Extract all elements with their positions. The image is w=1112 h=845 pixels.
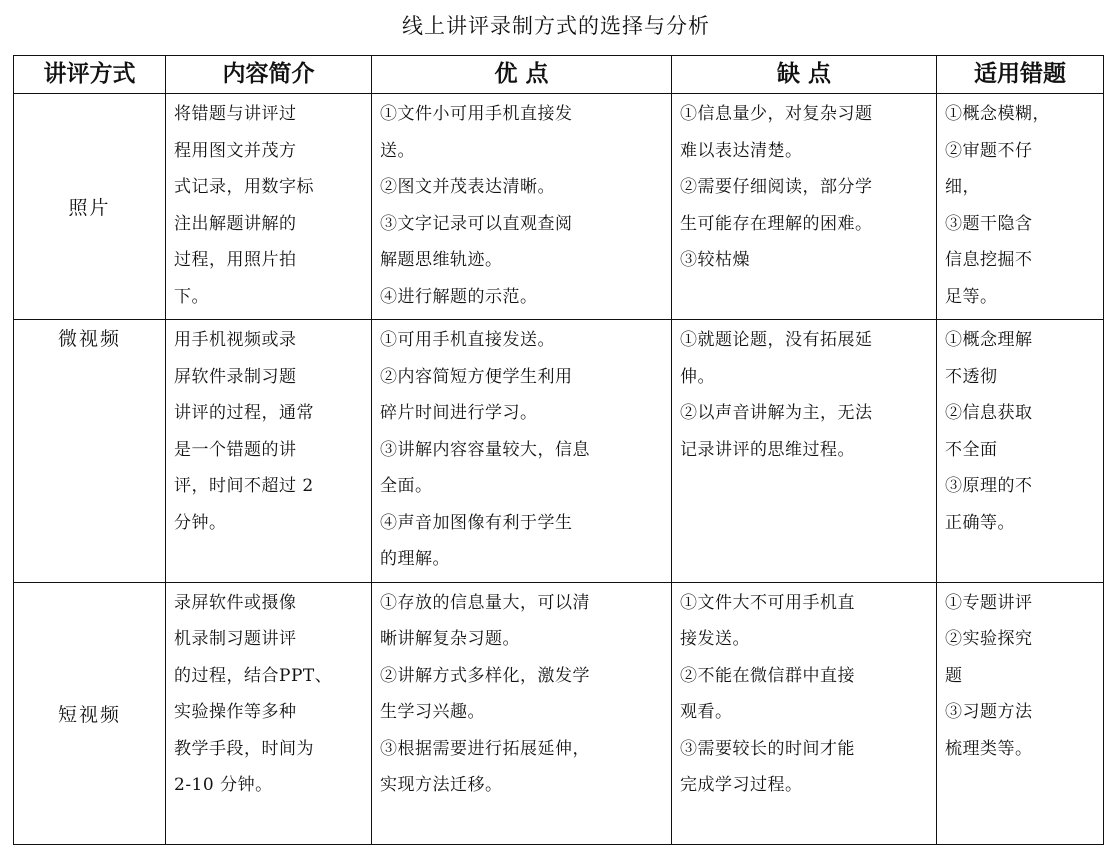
cell-line: 全面。 xyxy=(380,476,433,496)
cell-line: 注出解题讲解的 xyxy=(174,213,297,234)
cell-line: 观看。 xyxy=(680,702,733,722)
cell-line: ①概念理解 xyxy=(945,330,1033,350)
cell-line: 讲评的过程，通常 xyxy=(174,403,314,423)
cell-line: 正确等。 xyxy=(945,512,1015,533)
cell-line: ②审题不仔 xyxy=(945,140,1033,161)
header-row xyxy=(14,56,1104,94)
cell-line: 细， xyxy=(945,177,980,197)
cell-line: ③题干隐含 xyxy=(945,213,1033,234)
cell-line: ④进行解题的示范。 xyxy=(380,286,538,307)
header-applicable: 适用错题 xyxy=(937,56,1104,94)
cell-line: 程用图文并茂方 xyxy=(174,140,297,161)
header-method: 讲评方式 xyxy=(14,56,166,94)
cell-line-blank xyxy=(174,804,365,841)
cell-line: 难以表达清楚。 xyxy=(680,140,803,161)
table-row xyxy=(14,94,1104,320)
cell-line: ②实验探究 xyxy=(945,629,1033,649)
cell-line: ②信息获取 xyxy=(945,403,1033,423)
pros-cell xyxy=(372,94,672,320)
applicable-cell xyxy=(937,582,1104,845)
cell-line: 实验操作等多种 xyxy=(174,702,297,722)
cell-line: ④声音加图像有利于学生 xyxy=(380,512,573,533)
method-cell: 照片 xyxy=(14,94,166,320)
header-intro: 内容简介 xyxy=(166,56,372,94)
cell-line: 晰讲解复杂习题。 xyxy=(380,629,520,649)
cell-line: ③原理的不 xyxy=(945,476,1033,496)
comparison-table xyxy=(13,55,1104,845)
cell-line: 信息挖掘不 xyxy=(945,250,1033,270)
cell-line: 录屏软件或摄像 xyxy=(174,592,297,613)
cell-line: ②内容简短方便学生利用 xyxy=(380,366,573,387)
page-title: 线上讲评录制方式的选择与分析 xyxy=(402,14,710,38)
cell-line: 不全面 xyxy=(945,439,998,460)
cell-line: ②以声音讲解为主，无法 xyxy=(680,403,873,423)
cell-line: 接发送。 xyxy=(680,629,750,649)
cell-line: 的理解。 xyxy=(380,549,450,569)
cell-line: ②讲解方式多样化，激发学 xyxy=(380,665,590,686)
cell-line: 下。 xyxy=(174,286,209,307)
cell-line: 是一个错题的讲 xyxy=(174,439,297,460)
table-row xyxy=(14,582,1104,845)
cell-line: ③文字记录可以直观查阅 xyxy=(380,213,573,234)
header-pros: 优 点 xyxy=(372,56,672,94)
cell-line: ①信息量少，对复杂习题 xyxy=(680,104,873,124)
cell-line: 实现方法迁移。 xyxy=(380,775,503,795)
cell-line: 完成学习过程。 xyxy=(680,775,803,795)
cell-line: ②图文并茂表达清晰。 xyxy=(380,177,555,197)
cell-line: ③讲解内容容量较大，信息 xyxy=(380,439,590,460)
method-cell: 微视频 xyxy=(14,320,166,583)
cell-line: 将错题与讲评过 xyxy=(174,104,297,124)
cell-line: ①文件大不可用手机直 xyxy=(680,592,855,613)
applicable-cell xyxy=(937,320,1104,583)
cell-line: 碎片时间进行学习。 xyxy=(380,403,538,423)
intro-cell xyxy=(166,94,372,320)
cell-line: 教学手段，时间为 xyxy=(174,738,314,759)
cell-line: 解题思维轨迹。 xyxy=(380,250,503,270)
cell-line: 式记录，用数字标 xyxy=(174,177,314,197)
header-cons: 缺 点 xyxy=(672,56,937,94)
cell-line: ③较枯燥 xyxy=(680,250,750,270)
cell-line: ①专题讲评 xyxy=(945,592,1033,613)
intro-cell xyxy=(166,320,372,583)
cell-line: ①存放的信息量大，可以清 xyxy=(380,592,590,613)
cell-line: 2-10 分钟。 xyxy=(174,775,273,795)
table-row xyxy=(14,320,1104,583)
cell-line: ①可用手机直接发送。 xyxy=(380,330,555,350)
cell-line: 题 xyxy=(945,665,963,686)
cell-line: ①就题论题，没有拓展延 xyxy=(680,330,873,350)
cell-line: ②不能在微信群中直接 xyxy=(680,665,855,686)
method-cell: 短视频 xyxy=(14,582,166,845)
pros-cell xyxy=(372,320,672,583)
cell-line: ①概念模糊， xyxy=(945,104,1050,124)
cell-line: 生可能存在理解的困难。 xyxy=(680,213,873,234)
cell-line: ③习题方法 xyxy=(945,702,1033,722)
pros-cell xyxy=(372,582,672,845)
intro-cell xyxy=(166,582,372,845)
cell-line: 伸。 xyxy=(680,366,715,387)
cell-line: 机录制习题讲评 xyxy=(174,629,297,649)
cell-line: 记录讲评的思维过程。 xyxy=(680,439,855,460)
cell-line: 不透彻 xyxy=(945,366,998,387)
cell-line: 的过程，结合PPT、 xyxy=(174,665,333,686)
cons-cell xyxy=(672,320,937,583)
cell-line: 过程，用照片拍 xyxy=(174,250,297,270)
cell-line: 评，时间不超过 2 xyxy=(174,476,314,496)
applicable-cell xyxy=(937,94,1104,320)
cell-line: ②需要仔细阅读，部分学 xyxy=(680,177,873,197)
cell-line: 生学习兴趣。 xyxy=(380,702,485,722)
cell-line: ③根据需要进行拓展延伸， xyxy=(380,738,590,759)
cell-line: 分钟。 xyxy=(174,512,227,533)
cell-line: 屏软件录制习题 xyxy=(174,366,297,387)
cell-line: ③需要较长的时间才能 xyxy=(680,738,855,759)
cons-cell xyxy=(672,582,937,845)
cell-line: 梳理类等。 xyxy=(945,738,1033,759)
cell-line: 足等。 xyxy=(945,286,998,307)
cons-cell xyxy=(672,94,937,320)
cell-line: 用手机视频或录 xyxy=(174,330,297,350)
cell-line: ①文件小可用手机直接发 xyxy=(380,104,573,124)
cell-line: 送。 xyxy=(380,140,415,161)
